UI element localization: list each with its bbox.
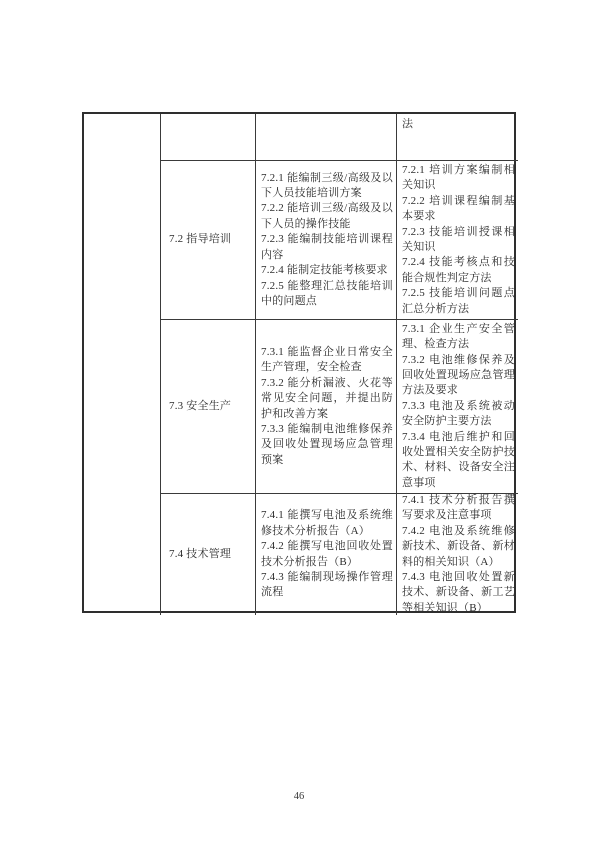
table-cell-skills-7-3 bbox=[255, 319, 396, 493]
table-cell-function-7-2 bbox=[160, 160, 255, 319]
function-label: 7.4 技术管理 bbox=[169, 547, 232, 560]
skill-item: 7.4.2 能撰写电池回收处置技术分析报告（B） bbox=[261, 540, 393, 568]
table-cell-knowledge-7-3 bbox=[396, 319, 518, 493]
knowledge-item: 7.3.3 电池及系统被动安全防护主要方法 bbox=[402, 399, 515, 428]
skill-item: 7.2.5 能整理汇总技能培训中的问题点 bbox=[261, 279, 393, 307]
table-cell-empty bbox=[255, 114, 396, 160]
skill-item: 7.2.3 能编制技能培训课程内容 bbox=[261, 233, 393, 261]
knowledge-item: 7.3.1 企业生产安全管理、检查方法 bbox=[402, 322, 515, 351]
skill-item: 7.4.3 能编制现场操作管理流程 bbox=[261, 570, 393, 599]
knowledge-item: 7.4.3 电池回收处置新技术、新设备、新工艺等相关知识（B） bbox=[402, 570, 515, 614]
knowledge-item: 7.2.2 培训课程编制基本要求 bbox=[402, 194, 515, 223]
skill-item: 7.2.4 能制定技能考核要求 bbox=[261, 264, 388, 277]
skill-item: 7.2.2 能培训三级/高级及以下人员的操作技能 bbox=[261, 202, 393, 230]
function-label: 7.3 安全生产 bbox=[169, 399, 232, 412]
table-cell-skills-7-2 bbox=[255, 160, 396, 319]
table-cell-knowledge-7-2 bbox=[396, 160, 518, 319]
skill-item: 7.2.1 能编制三级/高级及以下人员技能培训方案 bbox=[261, 171, 393, 200]
knowledge-item: 7.3.4 电池后维护和回收处置相关安全防护技术、材料、设备安全注意事项 bbox=[402, 430, 515, 489]
knowledge-item: 7.2.4 技能考核点和技能合规性判定方法 bbox=[402, 256, 515, 284]
carryover-text: 法 bbox=[402, 118, 414, 130]
table-cell-function-7-3 bbox=[160, 319, 255, 493]
table-cell-function-column-empty bbox=[84, 114, 160, 615]
table-cell-function-7-4 bbox=[160, 493, 255, 615]
knowledge-item: 7.4.2 电池及系统维修新技术、新设备、新材料的相关知识（A） bbox=[402, 524, 515, 568]
knowledge-item: 7.2.1 培训方案编制相关知识 bbox=[402, 163, 515, 192]
function-label: 7.2 指导培训 bbox=[169, 233, 232, 246]
knowledge-item: 7.3.2 电池维修保养及回收处置现场应急管理方法及要求 bbox=[402, 353, 515, 397]
knowledge-item: 7.2.5 技能培训问题点汇总分析方法 bbox=[402, 287, 515, 315]
table-cell-knowledge-7-4 bbox=[396, 493, 518, 615]
table-cell-carryover bbox=[396, 114, 518, 160]
table-cell-skills-7-4 bbox=[255, 493, 396, 615]
skill-item: 7.3.2 能分析漏液、火花等常见安全问题，并提出防护和改善方案 bbox=[261, 376, 393, 420]
page-number: 46 bbox=[293, 791, 305, 802]
table-cell-empty bbox=[160, 114, 255, 160]
skill-item: 7.3.3 能编制电池维修保养及回收处置现场应急管理预案 bbox=[261, 422, 393, 466]
occupational-standard-table bbox=[82, 112, 516, 613]
skill-item: 7.4.1 能撰写电池及系统维修技术分析报告（A） bbox=[261, 509, 393, 537]
knowledge-item: 7.4.1 技术分析报告撰写要求及注意事项 bbox=[402, 493, 515, 522]
knowledge-item: 7.2.3 技能培训授课相关知识 bbox=[402, 225, 515, 253]
skill-item: 7.3.1 能监督企业日常安全生产管理，安全检查 bbox=[261, 345, 393, 374]
